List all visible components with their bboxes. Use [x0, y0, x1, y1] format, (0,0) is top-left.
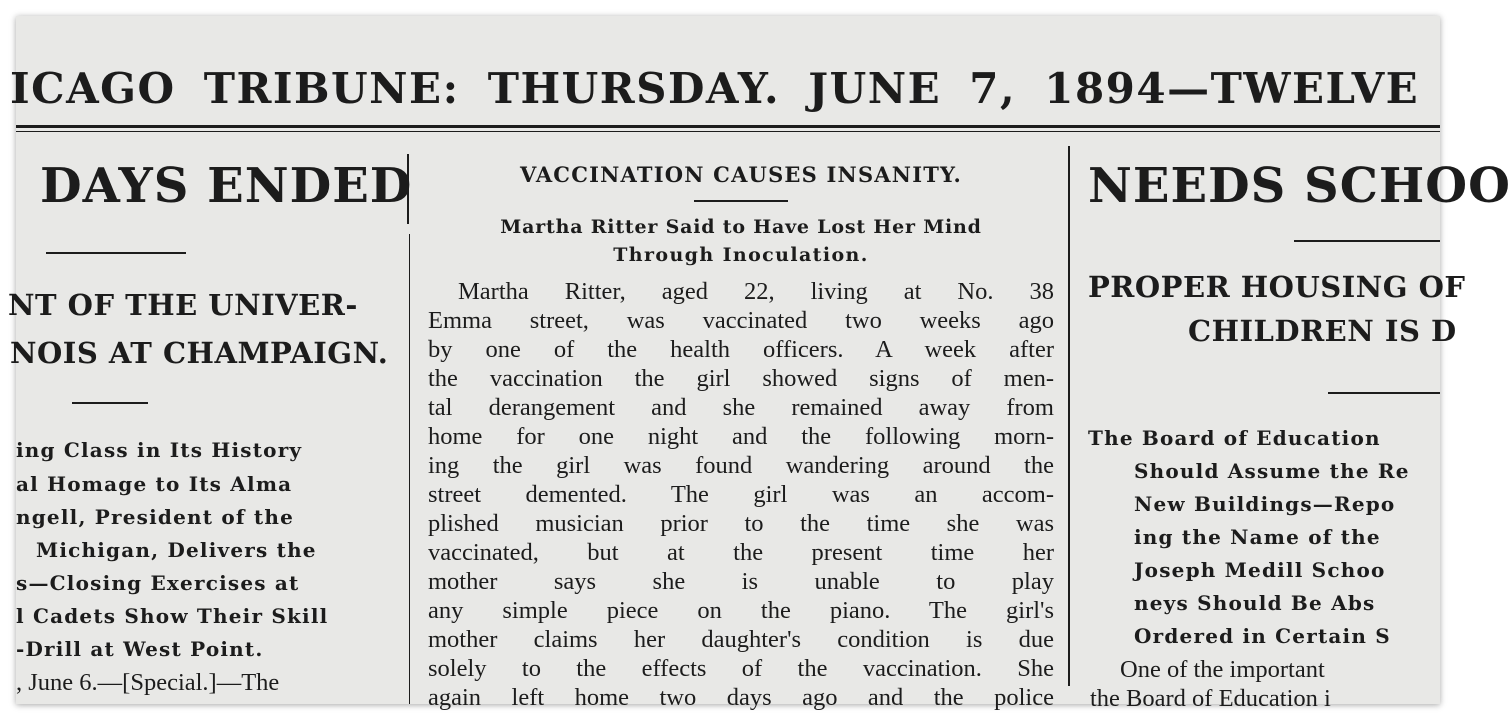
right-article [1088, 136, 1511, 712]
left-deck-line: -Drill at West Point. [16, 637, 264, 661]
center-body-line: the vaccination the girl showed signs of men- [428, 365, 1054, 392]
headline-rule [1294, 240, 1440, 242]
left-deck-line: l Cadets Show Their Skill [16, 604, 329, 628]
center-body-line: tal derangement and she remained away from [428, 394, 1054, 421]
center-body-line: street demented. The girl was an accom- [428, 481, 1054, 508]
center-body-line: home for one night and the following morn- [428, 423, 1054, 450]
center-subhead-line: Martha Ritter Said to Have Lost Her Mind [500, 216, 982, 238]
center-body-line: plished musician prior to the time she was [428, 510, 1054, 537]
right-deck-line: Should Assume the Re [1134, 459, 1410, 483]
left-article [8, 136, 413, 704]
masthead-rule [16, 125, 1440, 128]
center-headline: VACCINATION CAUSES INSANITY. [519, 162, 963, 187]
column-divider [409, 234, 410, 704]
center-body-line: vaccinated, but at the present time her [428, 539, 1054, 566]
left-subhead-line: NOIS AT CHAMPAIGN. [10, 336, 389, 370]
center-body-line: by one of the health officers. A week after [428, 336, 1054, 363]
column-divider [1068, 146, 1070, 686]
right-deck-line: ing the Name of the [1134, 525, 1381, 549]
left-body-line: , June 6.—[Special.]—The [16, 669, 280, 696]
left-deck-line: al Homage to Its Alma [16, 472, 293, 496]
left-deck-line: Michigan, Delivers the [36, 538, 317, 562]
center-body-line: mother claims her daughter's condition is due [428, 626, 1054, 653]
left-subhead-line: NT OF THE UNIVER- [8, 288, 358, 322]
right-deck-line: The Board of Education [1088, 426, 1381, 450]
masthead: ICAGO TRIBUNE: THURSDAY. JUNE 7, 1894—TWELVE [10, 64, 1420, 113]
center-subhead-line: Through Inoculation. [613, 244, 869, 266]
right-headline: NEEDS SCHOO [1088, 158, 1511, 214]
headline-rule [46, 252, 186, 254]
masthead-rule-thin [16, 131, 1440, 132]
center-body-line: Martha Ritter, aged 22, living at No. 38 [458, 278, 1054, 305]
subhead-rule [72, 402, 148, 404]
newspaper-page [8, 16, 1511, 712]
headline-rule [694, 200, 788, 202]
left-deck-line: ing Class in Its History [16, 438, 303, 462]
right-subhead-line: PROPER HOUSING OF [1088, 270, 1466, 304]
right-subhead-line: CHILDREN IS D [1188, 314, 1457, 348]
subhead-rule [1328, 392, 1440, 394]
right-deck-line: Joseph Medill Schoo [1134, 558, 1386, 582]
center-body-line: solely to the effects of the vaccination. She [428, 655, 1054, 682]
right-body-line: the Board of Education i [1090, 685, 1331, 712]
center-body-line: Emma street, was vaccinated two weeks ago [428, 307, 1054, 334]
center-body-line: ing the girl was found wandering around the [428, 452, 1054, 479]
center-body-line: mother says she is unable to play [428, 568, 1054, 595]
right-deck-line: Ordered in Certain S [1134, 624, 1391, 648]
right-deck-line: New Buildings—Repo [1134, 492, 1396, 516]
left-headline: DAYS ENDED [40, 158, 413, 214]
right-deck-line: neys Should Be Abs [1134, 591, 1376, 615]
center-body-line: any simple piece on the piano. The girl's [428, 597, 1054, 624]
left-deck-line: ngell, President of the [16, 505, 294, 529]
center-body-line: again left home two days ago and the police [428, 684, 1054, 711]
left-deck-line: s—Closing Exercises at [16, 571, 300, 595]
right-body-line: One of the important [1120, 656, 1325, 683]
center-article [428, 136, 1054, 711]
